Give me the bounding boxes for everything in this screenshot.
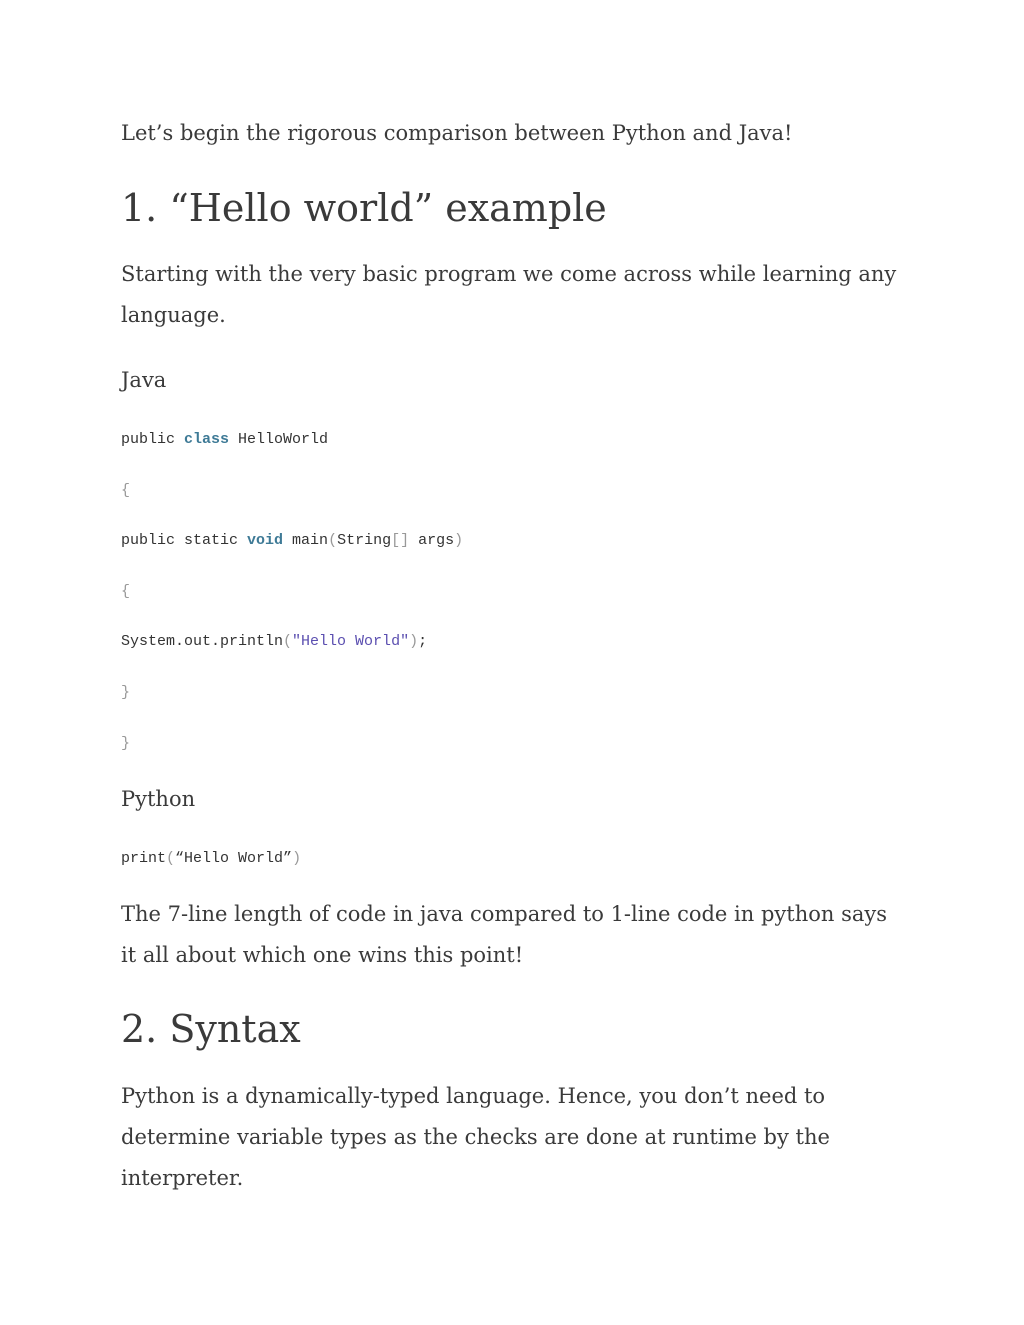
code-punct: ) <box>409 633 419 650</box>
code-line <box>121 531 463 551</box>
section-heading-hello-world: 1. “Hello world” example <box>121 186 607 230</box>
code-token: “Hello World” <box>175 850 293 867</box>
code-line: } <box>121 735 131 752</box>
code-line <box>121 430 328 450</box>
code-token: print <box>121 850 167 867</box>
python-label: Python <box>121 787 196 811</box>
code-line <box>121 632 427 652</box>
code-punct: ) <box>292 850 302 867</box>
code-token: public static <box>121 532 248 549</box>
code-punct: ( <box>166 850 176 867</box>
section-paragraph: Starting with the very basic program we come across while learning any language. <box>121 262 897 327</box>
code-punct: ) <box>454 532 464 549</box>
code-token: main <box>283 532 329 549</box>
intro-text: Let’s begin the rigorous comparison between Python and Java! <box>121 121 793 145</box>
section-heading-syntax: 2. Syntax <box>121 1007 301 1051</box>
code-line: } <box>121 684 131 701</box>
python-code-block <box>121 849 301 869</box>
code-punct: ( <box>283 633 293 650</box>
code-punct: ( <box>328 532 338 549</box>
code-token: args <box>409 532 455 549</box>
code-line: { <box>121 482 131 499</box>
code-token: String <box>337 532 392 549</box>
code-string: "Hello World" <box>292 633 410 650</box>
conclusion-paragraph: The 7-line length of code in java compared to 1-line code in python says it all about which one wins this point! <box>121 902 888 967</box>
code-line: { <box>121 583 131 600</box>
java-label: Java <box>121 368 167 392</box>
code-punct: [] <box>391 532 410 549</box>
code-token: System.out.println <box>121 633 284 650</box>
code-token: public <box>121 431 185 448</box>
code-token: HelloWorld <box>229 431 329 448</box>
syntax-paragraph: Python is a dynamically-typed language. Hence, you don’t need to determine variable types as the checks are done at runtime by the interpreter. <box>121 1084 830 1190</box>
code-keyword: void <box>247 532 284 549</box>
code-keyword: class <box>184 431 230 448</box>
code-token: ; <box>418 633 428 650</box>
